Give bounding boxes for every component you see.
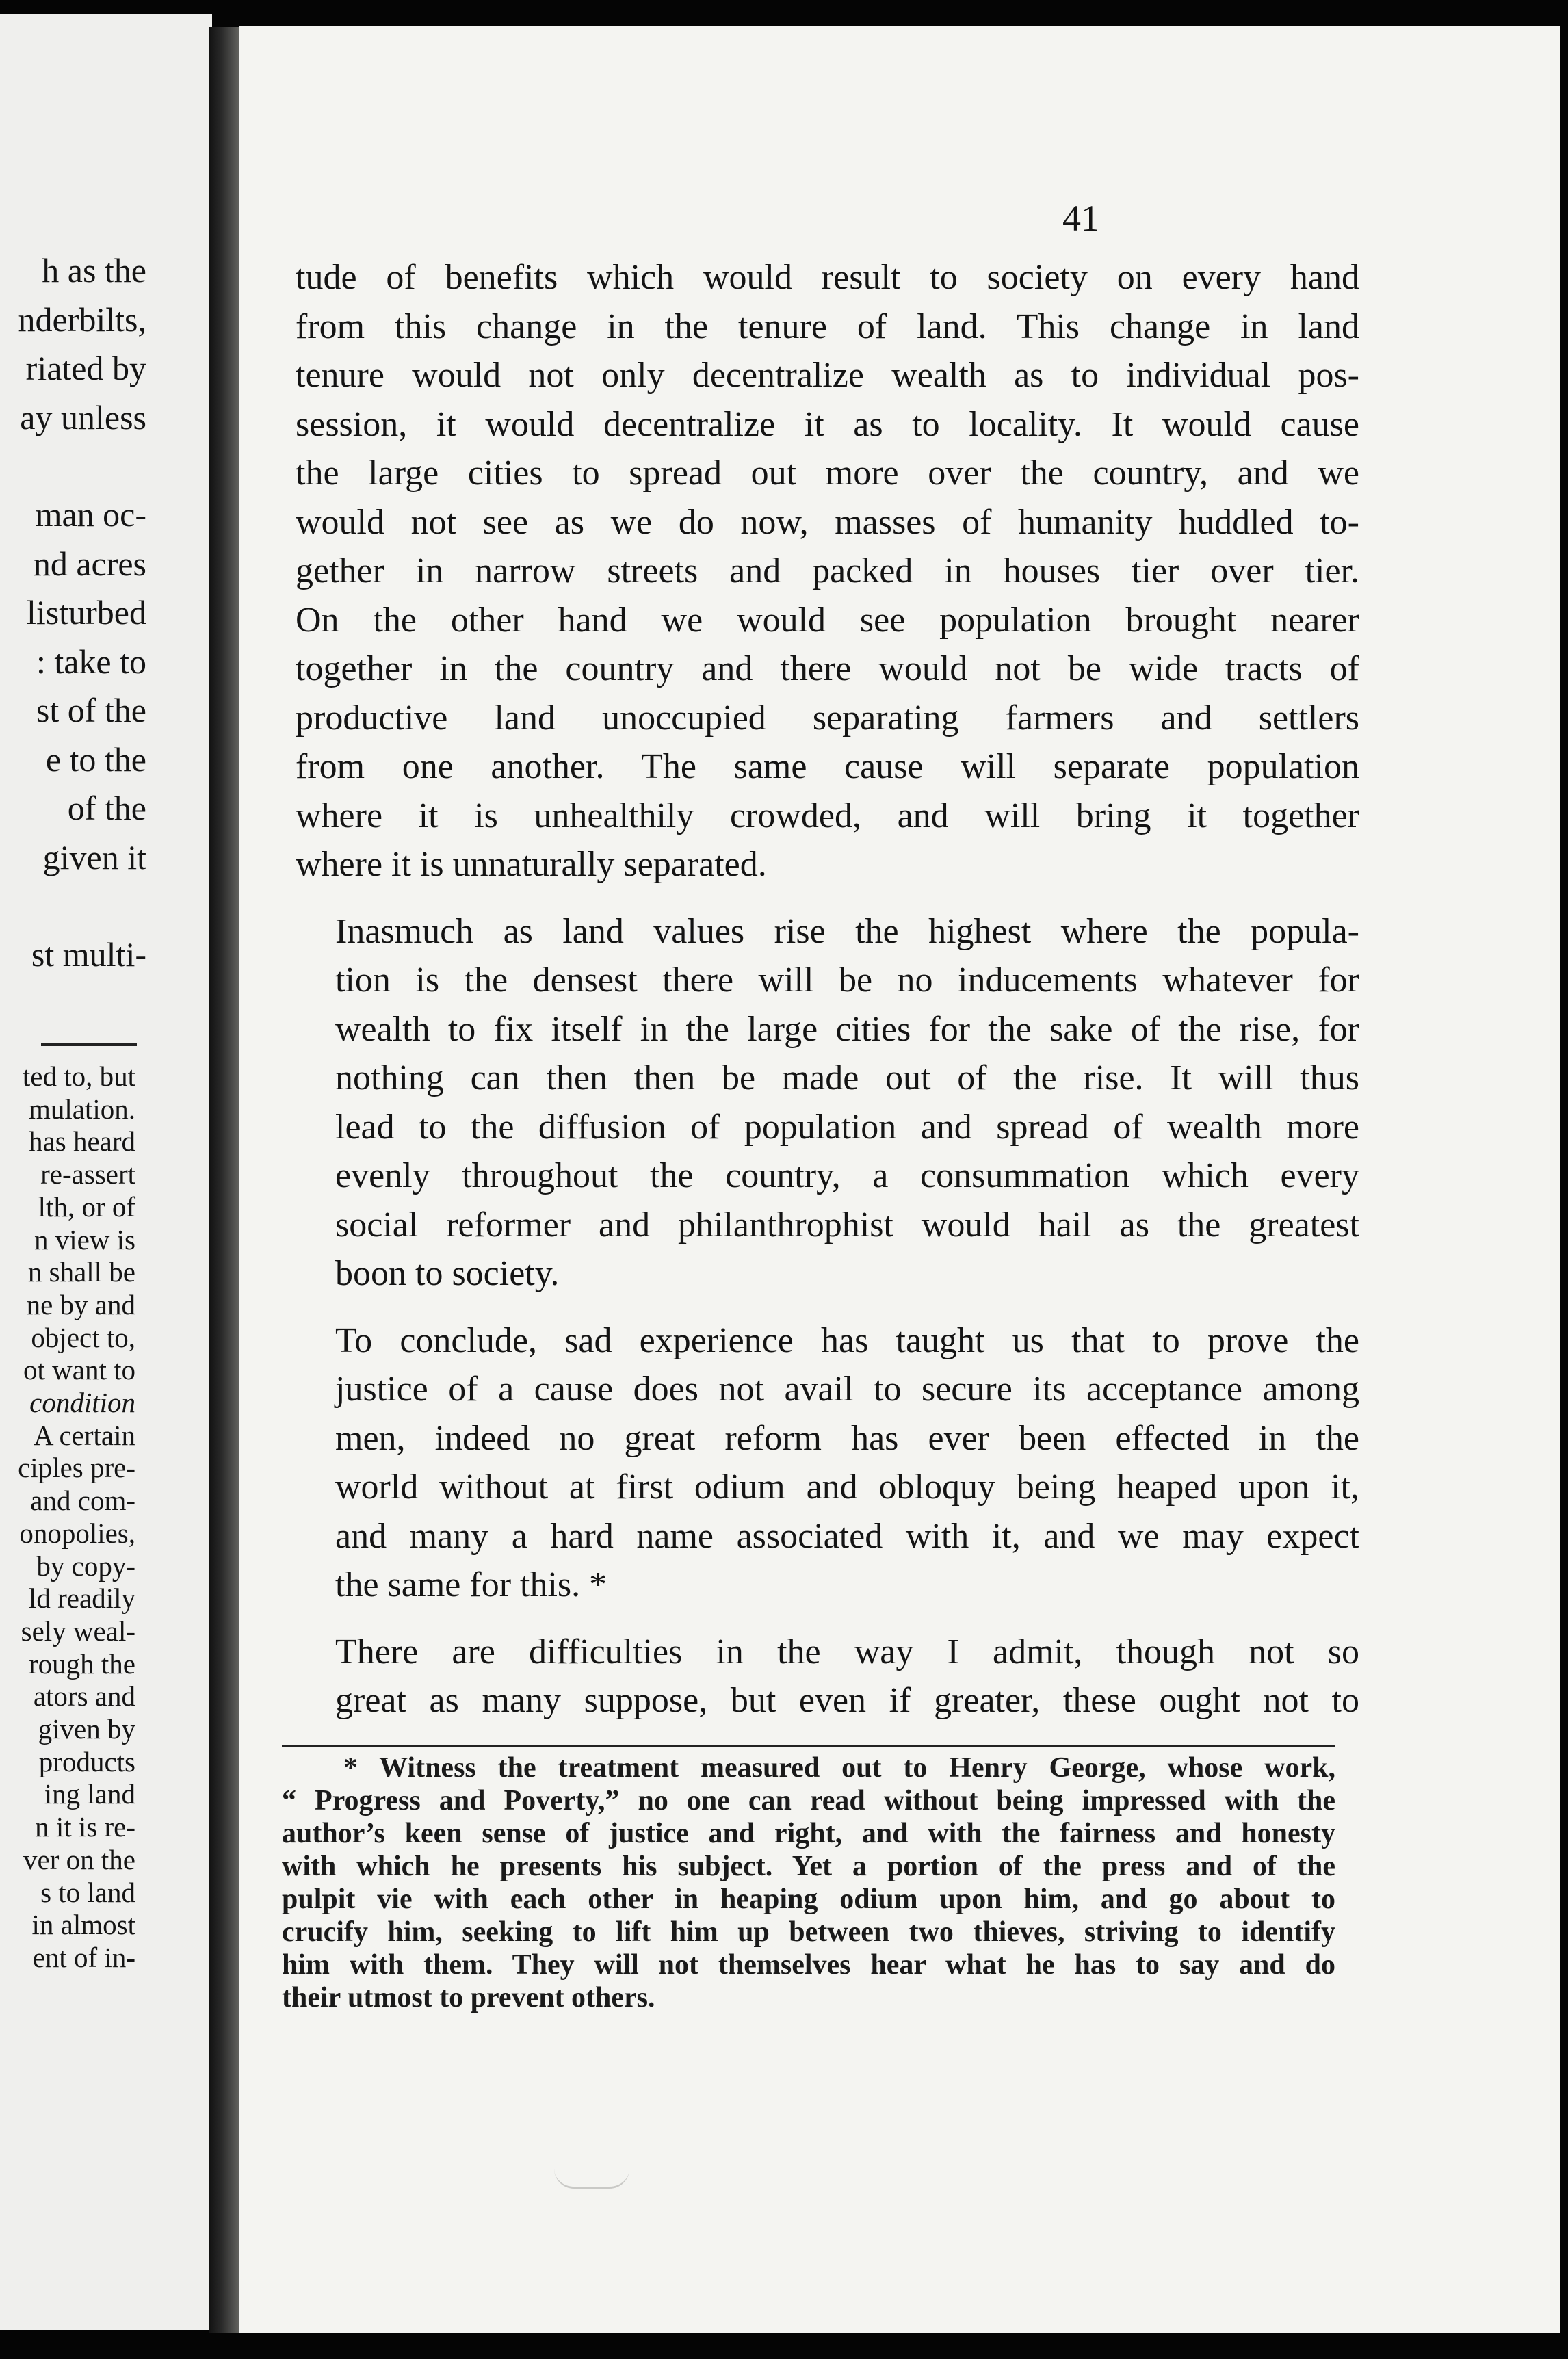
text-line: ay unless — [20, 397, 146, 436]
text-line: justice of a cause does not avail to secure its acceptance among — [335, 1370, 1359, 1409]
text-line: riated by — [25, 349, 146, 387]
footnote-line: author’s keen sense of justice and right, and with the fairness and honesty — [282, 1818, 1335, 1849]
note-line: in almost — [31, 1909, 135, 1941]
footnote-rule — [282, 1745, 1335, 1747]
note-line: and com- — [30, 1485, 135, 1517]
text-line: evenly throughout the country, a consummation which every — [335, 1156, 1359, 1195]
text-line: the large cities to spread out more over the country, and we — [296, 454, 1359, 493]
note-line: object to, — [31, 1321, 135, 1353]
text-line: where it is unnaturally separated. — [296, 845, 767, 884]
footnote-rule — [41, 1043, 137, 1046]
text-line: of the — [67, 789, 146, 827]
text-line: gether in narrow streets and packed in houses tier over tier. — [296, 551, 1359, 590]
footnote — [282, 1751, 1335, 2014]
note-line: ciples pre- — [18, 1452, 135, 1484]
note-line: given by — [38, 1713, 135, 1745]
facing-page — [0, 14, 212, 2330]
note-line: re-assert — [40, 1158, 135, 1190]
note-line: by copy- — [36, 1550, 135, 1582]
text-line: given it — [42, 837, 146, 876]
text-line: nothing can then then be made out of the rise. It will thus — [335, 1058, 1359, 1097]
note-line: ing land — [44, 1778, 135, 1810]
footnote-line: “ Progress and Poverty,” no one can read without being impressed with the — [282, 1785, 1335, 1816]
text-line: tenure would not only decentralize wealth as to individual pos- — [296, 356, 1359, 395]
text-line: man oc- — [35, 495, 146, 534]
note-line: lth, or of — [38, 1190, 135, 1223]
note-line: rough the — [29, 1647, 135, 1680]
text-line: together in the country and there would not be wide tracts of — [296, 649, 1359, 688]
footnote-line: him with them. They will not themselves hear what he has to say and do — [282, 1949, 1335, 1981]
text-line: great as many suppose, but even if greater, these ought not to — [335, 1681, 1359, 1720]
text-line: productive land unoccupied separating farmers and settlers — [296, 698, 1359, 738]
paragraph — [296, 253, 1359, 889]
note-line: n shall be — [27, 1256, 135, 1288]
text-line: tude of benefits which would result to society on every hand — [296, 258, 1359, 297]
note-line: mulation. — [28, 1093, 135, 1125]
text-line: would not see as we do now, masses of humanity huddled to- — [296, 502, 1359, 542]
note-line: ver on the — [23, 1843, 135, 1875]
note-line: ent of in- — [32, 1941, 135, 1973]
text-line: To conclude, sad experience has taught us that to prove the — [335, 1320, 1359, 1360]
text-line: st of the — [36, 691, 146, 729]
paragraph — [296, 1316, 1359, 1610]
line-gap — [18, 442, 146, 491]
note-line: s to land — [40, 1876, 135, 1908]
text-line: There are difficulties in the way I admit, though not so — [335, 1632, 1359, 1671]
facing-page-footnote — [18, 1060, 135, 1974]
text-line: the same for this. * — [335, 1565, 607, 1604]
text-line: : take to — [36, 642, 146, 681]
text-line: nd acres — [33, 544, 146, 583]
text-line: st multi- — [31, 935, 146, 974]
page-number: 41 — [1062, 198, 1099, 239]
text-line: On the other hand we would see population brought nearer — [296, 600, 1359, 640]
text-line: tion is the densest there will be no inducements whatever for — [335, 961, 1359, 1000]
text-line: wealth to fix itself in the large cities for the sake of the rise, for — [335, 1009, 1359, 1049]
note-line: ld readily — [29, 1582, 135, 1615]
footnote-line: * Witness the treatment measured out to Henry George, whose work, — [343, 1752, 1335, 1784]
text-line: world without at first odium and obloquy being heaped upon it, — [335, 1468, 1359, 1507]
note-line: n view is — [34, 1223, 135, 1255]
text-line: boon to society. — [335, 1254, 560, 1293]
footnote-line: with which he presents his subject. Yet a portion of the press and of the — [282, 1851, 1335, 1882]
note-line: onopolies, — [19, 1517, 135, 1549]
footnote-line: crucify him, seeking to lift him up between two thieves, striving to identify — [282, 1916, 1335, 1948]
note-line: has heard — [29, 1125, 135, 1158]
note-line: ators and — [33, 1680, 135, 1712]
text-line: where it is unhealthily crowded, and will bring it together — [296, 796, 1359, 835]
text-line: session, it would decentralize it as to locality. It would cause — [296, 404, 1359, 444]
paper-mark — [554, 2169, 629, 2189]
text-line: and many a hard name associated with it, and we may expect — [335, 1516, 1359, 1556]
text-line: social reformer and philanthrophist would hail as the greatest — [335, 1205, 1359, 1244]
note-line: ot want to — [23, 1354, 135, 1386]
note-line: ted to, but — [22, 1060, 135, 1092]
note-line: products — [38, 1745, 135, 1777]
text-line: from one another. The same cause will separate population — [296, 747, 1359, 786]
footnote-line: pulpit vie with each other in heaping odium upon him, and go about to — [282, 1884, 1335, 1915]
note-line: n it is re- — [35, 1811, 135, 1843]
text-line: from this change in the tenure of land. This change in land — [296, 307, 1359, 346]
note-line: sely weal- — [21, 1615, 135, 1647]
paragraph — [296, 907, 1359, 1299]
text-line: listurbed — [27, 593, 146, 631]
text-line: e to the — [45, 740, 146, 779]
paragraph — [296, 1628, 1359, 1725]
note-line: A certain — [33, 1419, 135, 1451]
text-line: Inasmuch as land values rise the highest where the popula- — [335, 911, 1359, 951]
book-gutter — [209, 27, 241, 2333]
note-line: condition — [29, 1387, 135, 1419]
text-line: nderbilts, — [18, 300, 146, 339]
facing-page-text — [18, 246, 146, 980]
text-line: h as the — [42, 251, 146, 289]
text-line: lead to the diffusion of population and spread of wealth more — [335, 1107, 1359, 1147]
text-line: men, indeed no great reform has ever been effected in the — [335, 1418, 1359, 1458]
page-body — [296, 253, 1359, 1743]
line-gap — [18, 882, 146, 930]
footnote-line: their utmost to prevent others. — [282, 1982, 655, 2013]
note-line: ne by and — [26, 1288, 135, 1320]
